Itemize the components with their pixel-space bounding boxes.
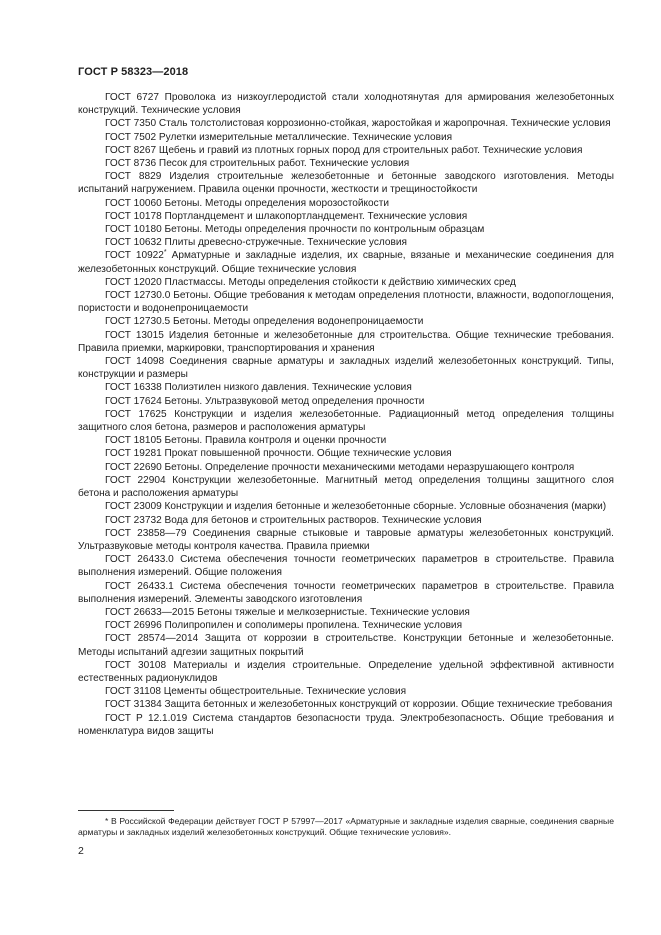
reference-item: ГОСТ Р 12.1.019 Система стандартов безопасности труда. Электробезопасность. Общие требования и номенклатура видов защиты [78, 712, 614, 737]
reference-title: Арматурные и закладные изделия, их сварные, вязаные и механические соединения для железобетонных конструкций. Общие технические условия [78, 250, 615, 275]
reference-item: ГОСТ 13015 Изделия бетонные и железобетонные для строительства. Общие технические требования. Правила приемки, маркировки, транспортирования и хранения [78, 329, 614, 354]
reference-item: ГОСТ 10178 Портландцемент и шлакопортландцемент. Технические условия [105, 210, 468, 222]
footnote [78, 816, 614, 839]
reference-item: ГОСТ 26633—2015 Бетоны тяжелые и мелкозернистые. Технические условия [105, 606, 470, 618]
reference-item: ГОСТ 19281 Прокат повышенной прочности. Общие технические условия [105, 448, 452, 460]
reference-item: ГОСТ 14098 Соединения сварные арматуры и закладных изделий железобетонных конструкций. Типы, конструкции и размеры [78, 356, 614, 381]
reference-item: ГОСТ 10060 Бетоны. Методы определения морозостойкости [105, 197, 389, 209]
reference-item: ГОСТ 26996 Полипропилен и сополимеры пропилена. Технические условия [105, 620, 463, 632]
reference-item: ГОСТ 17624 Бетоны. Ультразвуковой метод определения прочности [105, 395, 425, 407]
reference-item: ГОСТ 8736 Песок для строительных работ. Технические условия [105, 158, 410, 170]
reference-item: ГОСТ 12730.0 Бетоны. Общие требования к методам определения плотности, влажности, водопоглощения, пористости и водонепроницаемости [78, 290, 614, 315]
reference-item: ГОСТ 12730.5 Бетоны. Методы определения водонепроницаемости [105, 316, 424, 328]
reference-item: ГОСТ 7350 Сталь толстолистовая коррозионно-стойкая, жаростойкая и жаропрочная. Технические условия [105, 118, 611, 130]
document-header: ГОСТ Р 58323—2018 [78, 66, 189, 78]
reference-item: ГОСТ 6727 Проволока из низкоуглеродистой стали холоднотянутая для армирования железобетонных конструкций. Технические условия [78, 92, 614, 117]
reference-item: ГОСТ 10632 Плиты древесно-стружечные. Технические условия [105, 237, 407, 249]
reference-item: ГОСТ 23009 Конструкции и изделия бетонные и железобетонные сборные. Условные обозначения (марки) [105, 501, 607, 513]
reference-item: ГОСТ 26433.1 Система обеспечения точности геометрических параметров в строительстве. Правила выполнения измерений. Элементы заводского изготовления [78, 580, 614, 605]
reference-item: ГОСТ 8267 Щебень и гравий из плотных горных пород для строительных работ. Технические условия [105, 144, 583, 156]
footnote-marker: * [163, 249, 167, 257]
reference-code: ГОСТ 10922 [105, 250, 164, 262]
normative-references-list [78, 91, 614, 738]
reference-item: ГОСТ 23732 Вода для бетонов и строительных растворов. Технические условия [105, 514, 482, 526]
reference-item: ГОСТ 10180 Бетоны. Методы определения прочности по контрольным образцам [105, 224, 485, 236]
reference-item: ГОСТ 28574—2014 Защита от коррозии в строительстве. Конструкции бетонные и железобетонные. Методы испытаний адгезии защитных покрытий [78, 633, 614, 658]
reference-item: ГОСТ 16338 Полиэтилен низкого давления. Технические условия [105, 382, 412, 394]
footnote-divider [78, 810, 174, 811]
reference-item: ГОСТ 22904 Конструкции железобетонные. Магнитный метод определения толщины защитного слоя бетона и расположения арматуры [78, 474, 614, 500]
reference-item: ГОСТ 30108 Материалы и изделия строительные. Определение удельной эффективной активности естественных радионуклидов [78, 659, 614, 684]
reference-item: ГОСТ 26433.0 Система обеспечения точности геометрических параметров в строительстве. Правила выполнения измерений. Общие положения [78, 554, 614, 579]
reference-item: ГОСТ 31108 Цементы общестроительные. Технические условия [105, 686, 407, 698]
reference-item: ГОСТ 23858—79 Соединения сварные стыковые и тавровые арматуры железобетонных конструкций. Ультразвуковые методы контроля качества. Правила приемки [78, 527, 614, 552]
reference-item: ГОСТ 31384 Защита бетонных и железобетонных конструкций от коррозии. Общие технические требования [105, 699, 613, 711]
page-number: 2 [78, 845, 84, 857]
reference-item: ГОСТ 17625 Конструкции и изделия железобетонные. Радиационный метод определения толщины защитного слоя бетона, размеров и расположения арматуры [78, 408, 614, 434]
reference-item: ГОСТ 22690 Бетоны. Определение прочности механическими методами неразрушающего контроля [105, 461, 575, 473]
reference-item: ГОСТ 7502 Рулетки измерительные металлические. Технические условия [105, 131, 453, 143]
reference-item [78, 249, 614, 275]
footnote-text: * В Российской Федерации действует ГОСТ Р 57997—2017 «Арматурные и закладные изделия сварные, соединения сварные арматуры и закладных изделий железобетонных конструкций. Общие технические условия». [78, 816, 614, 838]
reference-item: ГОСТ 12020 Пластмассы. Методы определения стойкости к действию химических сред [105, 276, 516, 288]
reference-item: ГОСТ 8829 Изделия строительные железобетонные и бетонные заводского изготовления. Методы испытаний нагружением. Правила оценки прочности, жесткости и трещиностойкости [78, 171, 614, 196]
reference-item: ГОСТ 18105 Бетоны. Правила контроля и оценки прочности [105, 435, 387, 447]
